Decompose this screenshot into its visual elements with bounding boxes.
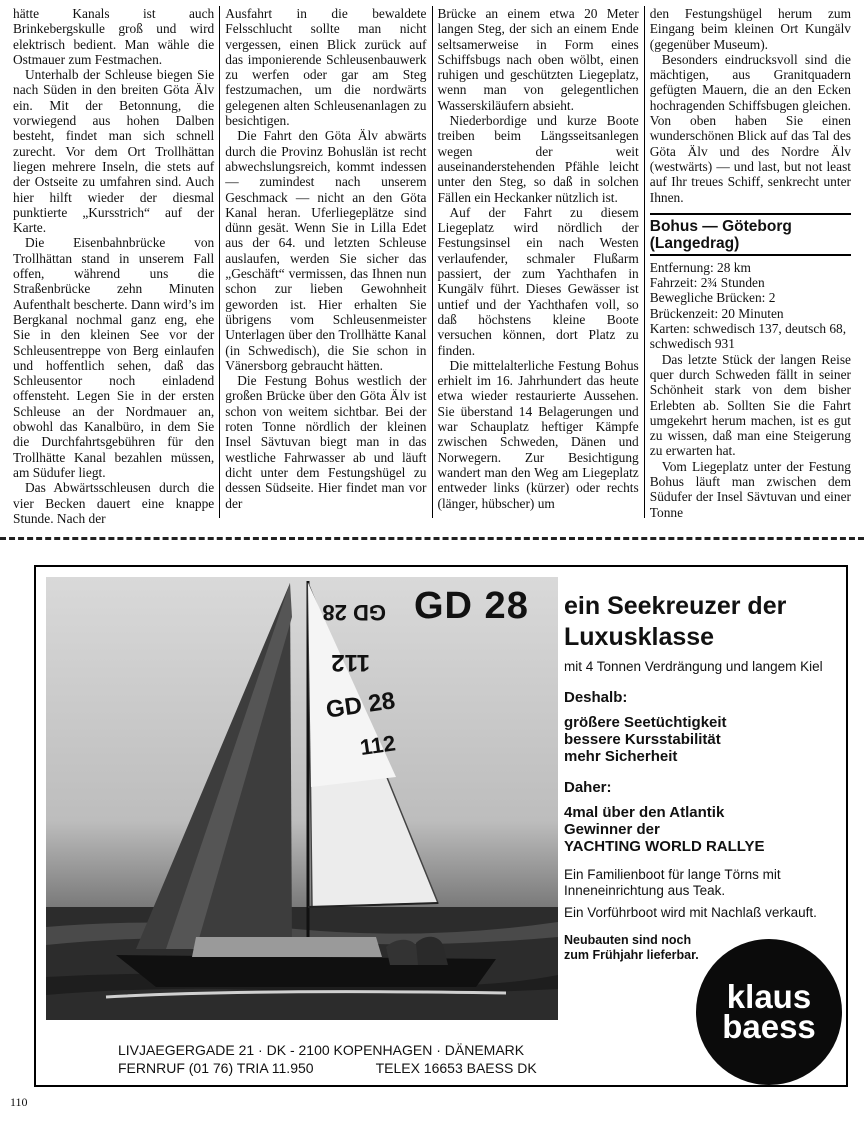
paragraph: Ausfahrt in die bewaldete Felsschlucht sollte man nicht vergessen, einen Blick zurück auf das imponierende Schleusenbauwerk zu werfen oder gar am Steg festzumachen, um die nordwärts gelegenen alten Schleusenanlagen zu besichtigen.	[225, 6, 427, 129]
paragraph: Vom Liegeplatz unter der Festung Bohus läuft man zwischen dem Südufer der Insel Sävtuvan und einer Tonne	[649, 458, 851, 520]
boat-model-title: GD 28	[414, 585, 529, 627]
deshalb-label: Deshalb:	[564, 689, 628, 706]
logo-line-1: klaus	[726, 978, 812, 1015]
paragraph: Die Fahrt den Göta Älv abwärts durch die Provinz Bohuslän ist recht abwechslungsreich, kommt indessen — zumindest nach unserem Geschmack — nicht an den Göta Kanal heran. Uferliegeplätze sind dünn gesät. Wenn Sie in Lilla Edet aus der 64. und letzten Schleuse auslaufen, werden Sie sicher das „Geschäft“ vermissen, das Ihnen nun schon zur lieben Gewohnheit geworden ist. Hier erhalten Sie übrigens vom Schleusenmeister Unterlagen über den Trollhätte Kanal (in Schwedisch), die Sie schon in Vänersborg gebraucht hätten.	[225, 128, 427, 373]
paragraph: Unterhalb der Schleuse biegen Sie nach Süden in den breiten Göta Älv ein. Mit der Betonnung, die vorwiegend aus hohen Dalben besteht, findet man sich schnell zurecht. Vor dem Ort Trollhättan liegen mehrere Inseln, die stets auf der Ostseite zu umfahren sind. Auch hier hilft wieder der diesmal punktierte „Kursstrich“ auf der Karte.	[13, 67, 215, 236]
paragraph: Auf der Fahrt zu diesem Liegeplatz wird nördlich der Festungsinsel ein nach Westen verlaufender, schmaler Flußarm passiert, der zum Yachthafen in Kungälv führt. Dieses Gewässer ist untief und der Yachthafen voll, so daß höchstens kleine Boote versuchen können, dort Platz zu finden.	[437, 204, 639, 358]
family-boat-text: Ein Familienboot für lange Törns mit Inneneinrichtung aus Teak.	[564, 867, 781, 898]
deshalb-item: mehr Sicherheit	[564, 748, 678, 765]
paragraph: Das Abwärtsschleusen durch die vier Becken dauert eine knappe Stunde. Nach der	[13, 480, 215, 526]
fact-bridges: Bewegliche Brücken: 2	[649, 290, 776, 306]
sailboat-photo	[46, 577, 558, 1020]
deshalb-item: bessere Kursstabilität	[564, 731, 721, 748]
cut-line-divider	[0, 537, 864, 540]
fact-duration: Fahrzeit: 2¾ Stunden	[649, 275, 765, 291]
deshalb-item: größere Seetüchtigkeit	[564, 714, 727, 731]
daher-item: Gewinner der	[564, 821, 660, 838]
phone-line: FERNRUF (01 76) TRIA 11.950	[118, 1060, 314, 1076]
paragraph: hätte Kanals ist auch Brinkebergskulle groß und wird elektrisch bedient. Man wähle die Ostmauer zum Festmachen.	[13, 6, 215, 67]
paragraph: Die Eisenbahnbrücke von Trollhättan stand in unserem Fall offen, während uns die Straßenbrücke zehn Minuten Aufenthalt bescherte. Dann wird’s im Bergkanal nochmal ganz eng, ehe Sie in den kleinen See vor der Schleusentreppe von Berg einlaufen und hoffentlich sehen, daß das Schleusentor noch einladend offensteht. Legen Sie in der ersten Schleuse an der Nordmauer an, obwohl das Kanalbüro, in dem Sie die Durchfahrtsgebühren für den Trollhätte Kanal bezahlen müssen, am Südufer liegt.	[13, 235, 215, 480]
fact-bridge-time: Brückenzeit: 20 Minuten	[649, 305, 784, 321]
logo-line-2: baess	[722, 1008, 816, 1045]
article-column-3	[433, 6, 645, 518]
article-column-4	[645, 6, 856, 518]
advertisement	[34, 565, 848, 1087]
demo-boat-text: Ein Vorführboot wird mit Nachlaß verkauft.	[564, 905, 817, 920]
paragraph: den Festungshügel herum zum Eingang beim kleinen Ort Kungälv (gegenüber Museum).	[649, 6, 851, 52]
sail-number: GD 28	[324, 687, 397, 724]
paragraph: Niederbordige und kurze Boote treiben beim Längsseitsanlegen wegen der weit auseinanderstehenden Pfähle leicht unter den Steg, so daß in solchen Fällen ein Heckanker nützlich ist.	[437, 113, 639, 205]
address-block	[118, 1041, 537, 1077]
ad-headline: ein Seekreuzer der Luxusklasse	[564, 592, 787, 651]
new-builds-text: Neubauten sind noch zum Frühjahr lieferbar.	[564, 933, 699, 962]
sail-number-mirrored: GD 28	[322, 600, 386, 625]
sail-number-2: 112	[358, 730, 398, 761]
fact-charts: Karten: schwedisch 137, deutsch 68, schwedisch 931	[649, 321, 847, 352]
klaus-baess-logo	[696, 939, 842, 1085]
sail-number-mirrored-2: 112	[331, 649, 370, 676]
address-line: LIVJAEGERGADE 21 · DK - 2100 KOPENHAGEN · DÄNEMARK	[118, 1042, 525, 1058]
daher-item: YACHTING WORLD RALLYE	[564, 838, 765, 855]
daher-label: Daher:	[564, 779, 612, 796]
article-column-2	[220, 6, 432, 518]
sailboat-illustration	[46, 577, 558, 1020]
paragraph: Besonders eindrucksvoll sind die mächtigen, aus Granitquadern gefügten Mauern, die an den Ecken hochragenden Schiffsbugen gleichen. Von oben haben Sie einen wunderschönen Blick auf das Tal des Göta Älv und des Nordre Älv (westwärts) — und last, but not least auf Ihr treues Schiff, senkrecht unter Ihnen.	[649, 51, 851, 205]
paragraph: Die mittelalterliche Festung Bohus erhielt im 16. Jahrhundert das heute etwa wieder restaurierte Aussehen. Sie überstand 14 Belagerungen und war Schauplatz heftiger Kämpfe zwischen Schweden, Dänen und Norwegern. Zur Besichtigung wandert man den Weg am Liegeplatz entweder links (kürzer) oder rechts (länger, hübscher) um	[437, 357, 639, 511]
ad-subline: mit 4 Tonnen Verdrängung und langem Kiel	[564, 659, 823, 674]
telex-line: TELEX 16653 BAESS DK	[375, 1060, 537, 1076]
page-number: 110	[10, 1095, 28, 1109]
article-columns	[8, 6, 856, 526]
paragraph: Brücke an einem etwa 20 Meter langen Steg, der sich an einem Ende seltsamerweise in Form eines Schiffsbugs nach oben wölbt, einen ruhigen und geschützten Liegeplatz, wenn man von gelegentlichen Wasserskiläufern absieht.	[437, 6, 639, 113]
paragraph: Das letzte Stück der langen Reise quer durch Schweden fällt in seiner Schönheit stark von dem bisher Erlebten ab. Sollten Sie die Fahrt umgekehrt herum machen, ist es gut zu wissen, daß man eine Steigerung zu erwarten hat.	[649, 351, 851, 459]
paragraph: Die Festung Bohus westlich der großen Brücke über den Göta Älv ist schon von weitem sichtbar. Bei der roten Tonne nördlich der kleinen Insel Sävtuvan biegt man in das westliche Fahrwasser ab und läuft dicht unter dem Festungshügel zu dessen Südseite. Hier findet man vor der	[225, 373, 427, 511]
daher-item: 4mal über den Atlantik	[564, 804, 725, 821]
route-facts	[650, 260, 851, 352]
section-heading: Bohus — Göteborg (Langedrag)	[650, 213, 851, 256]
ad-copy	[564, 591, 840, 963]
article-column-1	[8, 6, 220, 526]
fact-distance: Entfernung: 28 km	[649, 259, 751, 275]
